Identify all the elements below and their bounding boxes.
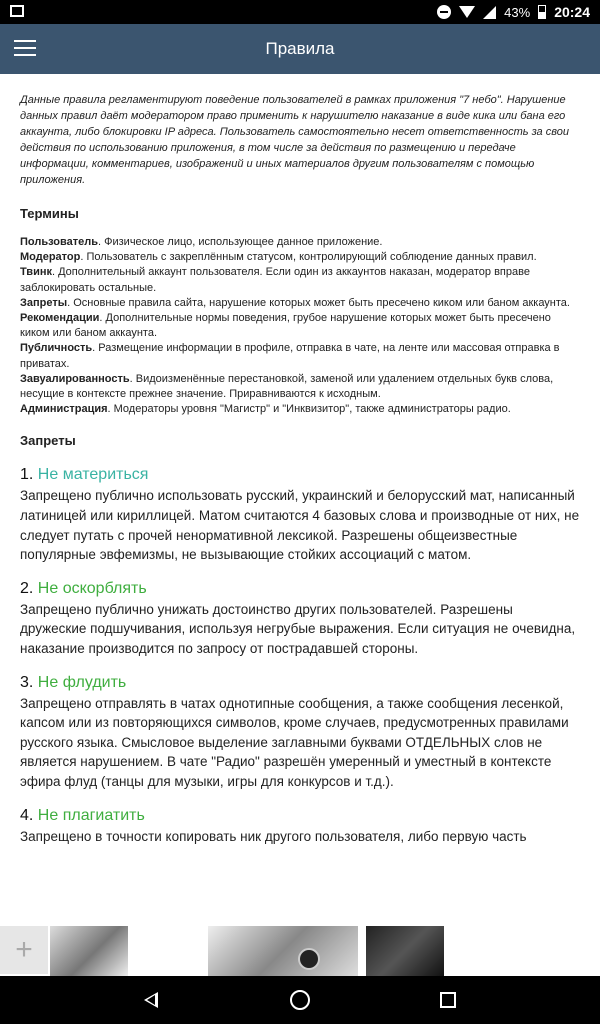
- term-definition: . Видоизменённые перестановкой, заменой или удалением отдельных букв слова, несущие в контексте прежнее значение. Приравниваются к исходным.: [20, 372, 554, 401]
- term-item: [20, 372, 580, 402]
- photo-thumbnail[interactable]: [208, 926, 358, 976]
- term-item: [20, 296, 580, 311]
- terms-heading: Термины: [20, 206, 79, 221]
- wifi-icon: [459, 6, 475, 18]
- photo-strip: [0, 906, 600, 976]
- signal-icon: [483, 6, 496, 19]
- rule-body: Запрещено в точности копировать ник другого пользователя, либо первую часть: [20, 828, 527, 844]
- term-definition: . Основные правила сайта, нарушение которых может быть пресечено киком или баном аккаунта.: [67, 296, 570, 309]
- back-icon: [144, 992, 158, 1008]
- system-nav-bar: [0, 976, 600, 1024]
- rule-body: Запрещено отправлять в чатах однотипные сообщения, а также сообщения лесенкой, капсом или из повторяющихся символов, кроме случаев, предусмотренных правилами русского языка. Смысловое выделение заглавными буквами ОТДЕЛЬНЫХ слов не является нарушением. В чате "Радио" разрешён умеренный и уместный в контексте эфира флуд (танцы для музыки, игры для конкурсов и т.д.).: [20, 695, 569, 789]
- term-item: [20, 402, 580, 417]
- recents-button[interactable]: [418, 976, 478, 1024]
- app-bar: [0, 24, 600, 74]
- term-item: [20, 265, 580, 295]
- term-name: Публичность: [20, 342, 93, 355]
- home-icon: [290, 990, 310, 1010]
- rule-title: Не плагиатить: [37, 806, 145, 824]
- term-definition: . Модераторы уровня "Магистр" и "Инквизитор", также администраторы радио.: [107, 403, 511, 416]
- term-name: Пользователь: [20, 236, 99, 248]
- rule-number: 2.: [20, 579, 34, 597]
- rule-title: Не флудить: [37, 673, 127, 691]
- term-name: Завуалированность: [20, 372, 130, 385]
- term-definition: . Размещение информации в профиле, отправка в чате, на ленте или массовая отправка в приватах.: [20, 342, 560, 370]
- term-name: Твинк: [20, 266, 52, 279]
- back-button[interactable]: [122, 976, 182, 1024]
- term-name: Рекомендации: [20, 312, 100, 325]
- battery-percent: 43%: [504, 4, 531, 20]
- term-name: Запреты: [20, 296, 68, 309]
- rule-title: Не оскорблять: [37, 579, 147, 597]
- rule-number: 1.: [20, 466, 34, 484]
- term-item: [20, 250, 580, 265]
- term-definition: . Физическое лицо, использующее данное приложение.: [98, 236, 383, 248]
- add-photo-button[interactable]: +: [0, 926, 48, 974]
- bans-heading: Запреты: [20, 433, 76, 449]
- terms-list: [20, 235, 580, 417]
- battery-icon: [538, 5, 546, 19]
- rule-number: 3.: [20, 673, 34, 691]
- camera-icon: [298, 948, 320, 970]
- do-not-disturb-icon: [437, 5, 451, 19]
- rule-item: [20, 672, 580, 792]
- page-title: Правила: [265, 39, 335, 58]
- rule-body: Запрещено публично использовать русский, украинский и белорусский мат, написанный латиницей или кириллицей. Матом считаются 4 базовых слова и производные от них, не следует путать с прочей ненормативной лексикой. Разрешены общеизвестные популярные эвфемизмы, не вызывающие стойких ассоциаций с матом.: [20, 488, 580, 563]
- home-button[interactable]: [270, 976, 330, 1024]
- term-name: Администрация: [20, 403, 108, 416]
- rule-item: [20, 464, 580, 564]
- term-definition: . Дополнительный аккаунт пользователя. Если один из аккаунтов наказан, модератор вправе заблокировать остальные.: [20, 266, 530, 294]
- term-item: [20, 235, 580, 250]
- notification-icon: [10, 5, 24, 17]
- rule-body: Запрещено публично унижать достоинство других пользователей. Разрешены дружеские подшучивания, используя негрубые выражения. Если ситуация не очевидна, наказание производится по запросу от пострадавшей стороны.: [20, 601, 576, 656]
- intro-text: Данные правила регламентируют поведение пользователей в рамках приложения "7 небо". Нарушение данных правил даёт модератором право применить к нарушителю наказание в виде кика или бана его аккаунта, либо блокировки IP адреса. Пользователь самостоятельно несет ответственность за свои действия по использованию приложения, в том числе за действия по размещению и передаче информации, комментариев, изображений и иных материалов другим пользователям с помощью приложения.: [20, 94, 569, 186]
- recents-icon: [440, 992, 456, 1008]
- rule-number: 4.: [20, 806, 34, 824]
- term-definition: . Дополнительные нормы поведения, грубое нарушение которых может быть пресечено киком или баном аккаунта.: [20, 312, 551, 340]
- photo-thumbnail[interactable]: [366, 926, 444, 976]
- term-name: Модератор: [20, 251, 81, 264]
- term-item: [20, 311, 580, 341]
- rules-content[interactable]: [0, 74, 600, 906]
- term-definition: . Пользователь с закреплённым статусом, контролирующий соблюдение данных правил.: [80, 251, 537, 264]
- status-bar: [0, 0, 600, 24]
- rule-item: [20, 578, 580, 659]
- rule-item: [20, 805, 580, 847]
- clock: 20:24: [554, 4, 590, 20]
- rule-title: Не материться: [37, 466, 149, 484]
- photo-thumbnail[interactable]: [50, 926, 128, 976]
- term-item: [20, 341, 580, 371]
